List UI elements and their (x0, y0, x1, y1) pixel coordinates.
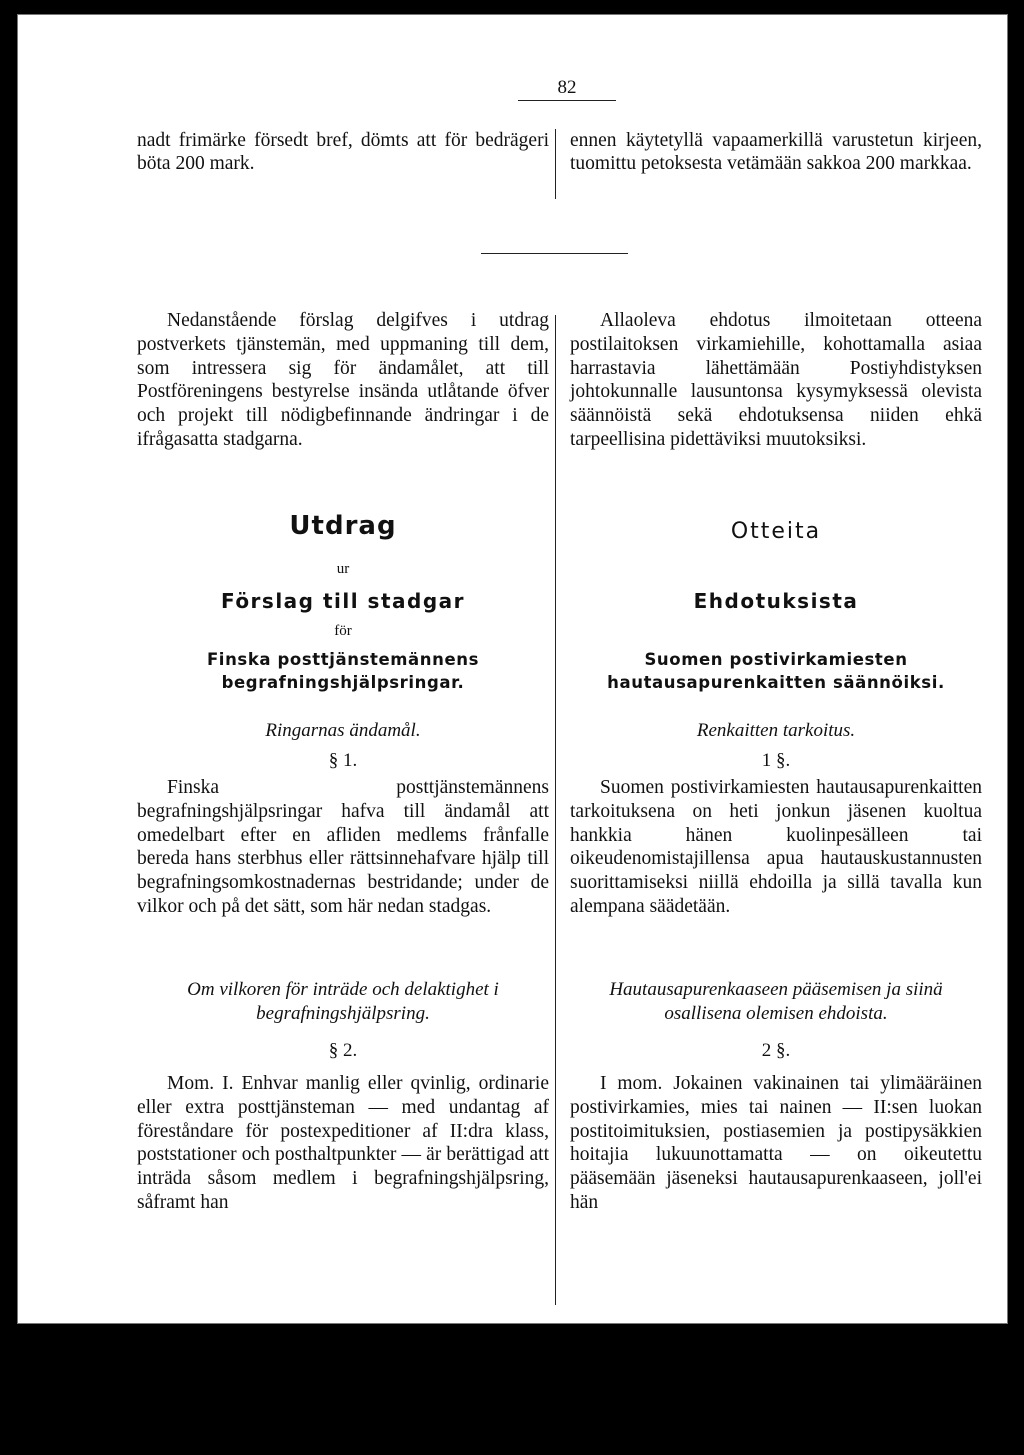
left-column (137, 309, 549, 452)
left-intro: Nedanstående förslag delgifves i utdrag postverkets tjänstemän, med uppmaning till dem, som intressera sig för ändamålet, att till Postföreningens bestyrelse insända utlåtande öfver och projekt till nödigbefinnande ändringar i de ifrågasatta stadgarna. (137, 310, 549, 450)
top-left-block (137, 129, 549, 175)
left-heading2: Om vilkoren för inträde och delaktighet i begrafningshjälpsring. (187, 979, 499, 1024)
left-subtitle: Förslag till stadgar (220, 589, 466, 613)
column-divider (555, 315, 556, 1305)
right-org: Suomen postivirkamiesten hautausapurenkaitten säännöiksi. (607, 650, 945, 692)
separator-rule (481, 253, 628, 254)
left-sec2-block (137, 1072, 549, 1215)
left-sec2-text: Mom. I. Enhvar manlig eller qvinlig, ordinarie eller extra posttjänsteman — med undantag af föreståndare för postexpeditioner af II:dra klass, poststationer och posthaltpunkter — är berättigad att inträda såsom medlem i begrafningshjälpsring, såframt han (137, 1073, 549, 1213)
left-ur: ur (336, 561, 350, 577)
left-for: för (334, 623, 352, 639)
right-column (570, 309, 982, 452)
top-column-divider (555, 129, 556, 199)
left-sec2: § 2. (328, 1040, 358, 1061)
left-title: Utdrag (289, 511, 397, 541)
right-section-heading: Renkaitten tarkoitus. (696, 720, 856, 741)
right-sec1-block (570, 776, 982, 919)
right-sec2-text: I mom. Jokainen vakinainen tai ylimääräinen postivirkamies, mies tai nainen — II:sen luokan postitoimituksien, postiasemien ja postipysäkkien hoitajia lukuunottamatta — on oikeutettu pääsemään jäseneksi hautausapurenkaaseen, joll'ei hän (570, 1073, 982, 1213)
right-subtitle: Ehdotuksista (693, 589, 859, 613)
document-page (17, 14, 1008, 1324)
right-sec2-block (570, 1072, 982, 1215)
right-intro: Allaoleva ehdotus ilmoitetaan otteena postilaitoksen virkamiehille, kohottamalla asiaa harrastavia lähettämään Postiyhdistyksen johtokunnalle lausuntonsa kysymyksessä olevista säännöistä sekä ehdotuksensa niiden ehkä tarpeellisina pidettäviksi muutoksiksi. (570, 310, 982, 450)
top-right-text: ennen käytetyllä vapaamerkillä varustetun kirjeen, tuomittu petoksesta vetämään sakkoa 200 markkaa. (570, 130, 982, 174)
right-sec2: 2 §. (761, 1040, 791, 1061)
left-sec1-text: Finska posttjänstemännens begrafningshjälpsringar hafva till ändamål att omedelbart efter en afliden medlems frånfalle bereda hans sterbhus eller rättsinnehafvare hjälp till begrafningsomkostnadernas bestridande; under de vilkor och på det sätt, som här nedan stadgas. (137, 777, 549, 917)
right-sec1: 1 §. (761, 750, 791, 771)
right-title: Otteita (730, 519, 822, 544)
top-left-text: nadt frimärke försedt bref, dömts att för bedrägeri böta 200 mark. (137, 130, 549, 174)
left-section-heading: Ringarnas ändamål. (265, 720, 421, 741)
page-number: 82 (518, 76, 616, 101)
left-sec1-block (137, 776, 549, 919)
left-org: Finska posttjänstemännens begrafningshjälpsringar. (206, 650, 480, 692)
right-sec1-text: Suomen postivirkamiesten hautausapurenkaitten tarkoituksena on heti jonkun jäsenen kuoltua hankkia hänen kuolinpesälleen tai oikeudenomistajillensa apua hautauskustannusten suorittamiseksi niillä ehdoilla ja sillä tavalla kun alempana säädetään. (570, 777, 982, 917)
right-heading2: Hautausapurenkaaseen pääsemisen ja siinä osallisena olemisen ehdoista. (609, 979, 943, 1024)
left-sec1: § 1. (328, 750, 358, 771)
top-right-block (570, 129, 982, 175)
